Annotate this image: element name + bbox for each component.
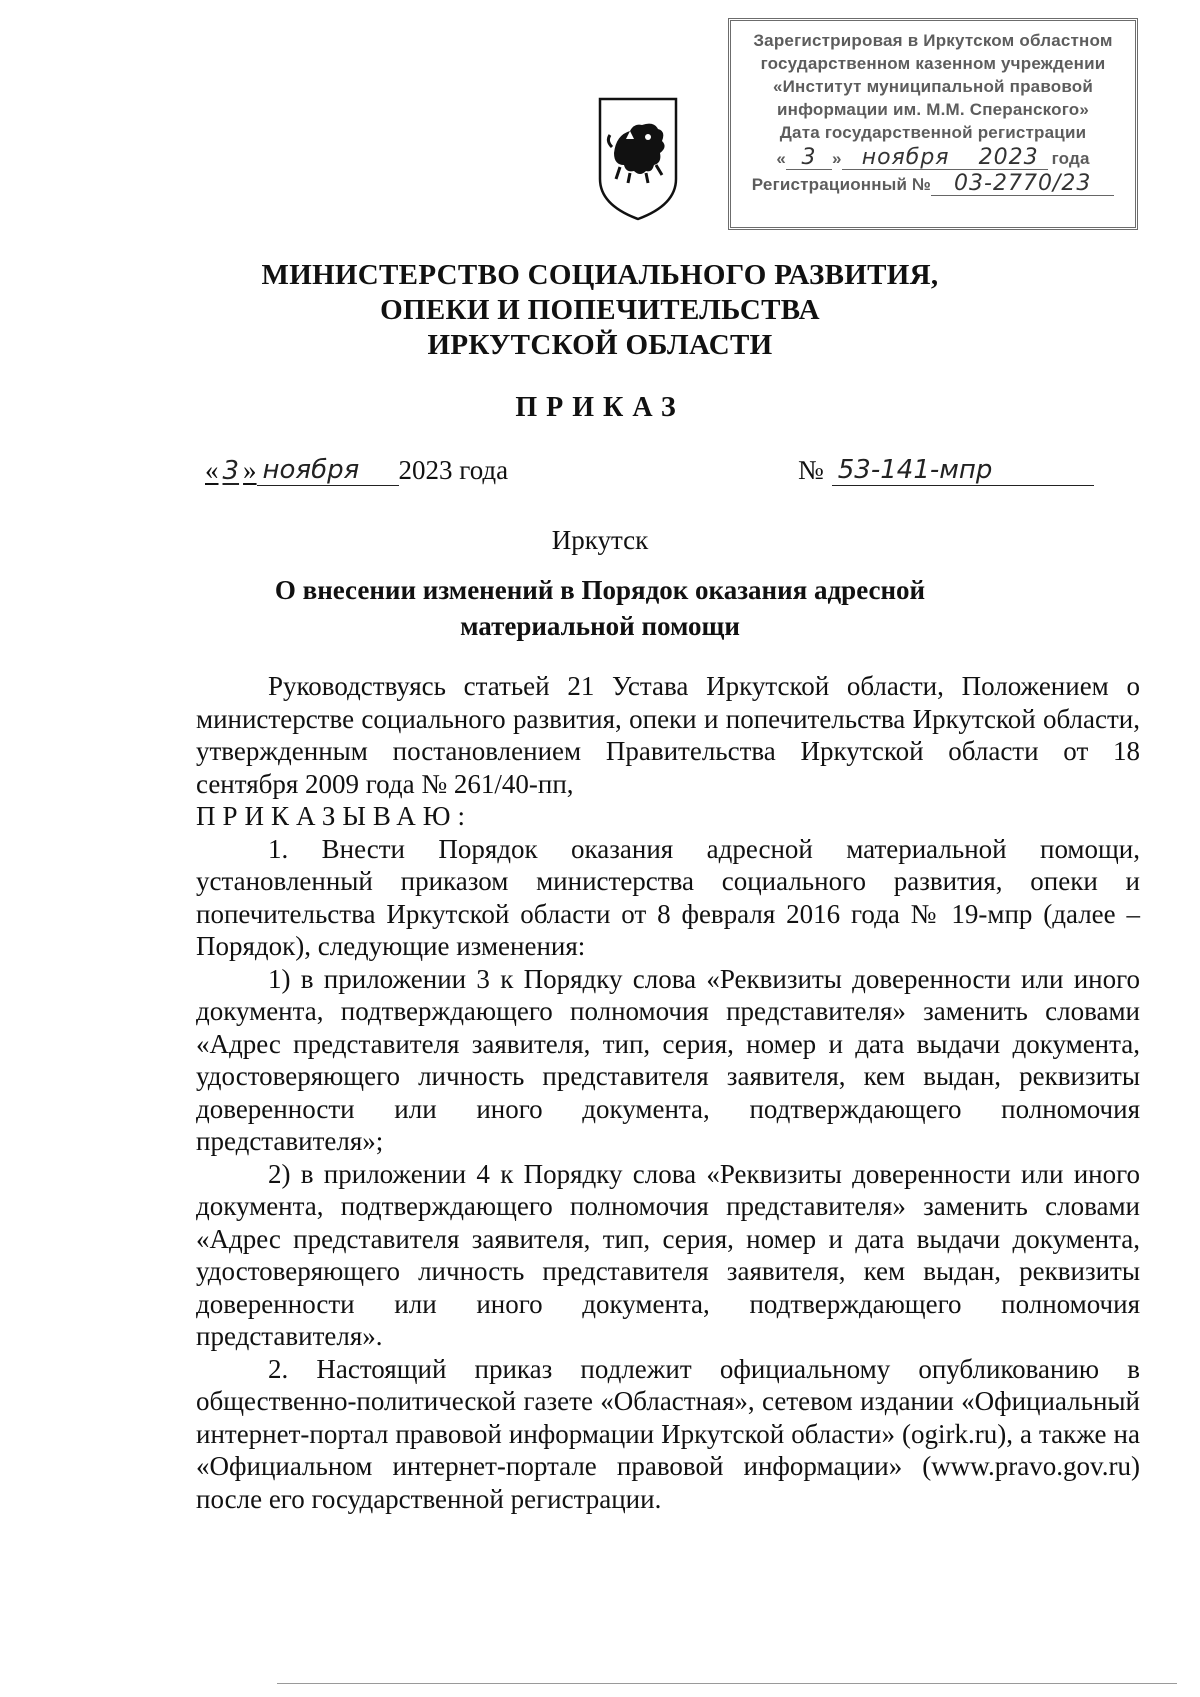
order-number (798, 455, 1094, 486)
stamp-reg-number: 03-2770/23 (931, 172, 1114, 196)
irkutsk-coat-of-arms-icon (596, 95, 680, 223)
stamp-line: информации им. М.М. Сперанского» (776, 100, 1090, 119)
stamp-reg-label: Регистрационный № (751, 175, 932, 194)
item-1-paragraph: 1. Внести Порядок оказания адресной материальной помощи, установленный приказом министерства социального развития, опеки и попечительства Иркутской области от 8 февраля 2016 года № 19-мпр (далее – Порядок), следующие изменения: (196, 833, 1140, 961)
stamp-registration-date (743, 146, 1123, 170)
order-subject (0, 572, 1200, 644)
item-2-paragraph: 2. Настоящий приказ подлежит официальному опубликованию в общественно-политической газете «Областная», сетевом издании «Официальный интернет-портал правовой информации Иркутской области» (ogirk.ru), а также на «Официальном интернет-портале правовой информации» (www.pravo.gov.ru) после его государственной регистрации. (196, 1353, 1140, 1514)
stamp-line: государственном казенном учреждении (760, 54, 1106, 73)
subject-line: материальной помощи (460, 611, 740, 641)
stamp-line: Дата государственной регистрации (779, 123, 1087, 142)
ministry-line: ИРКУТСКОЙ ОБЛАСТИ (427, 329, 773, 361)
city: Иркутск (551, 525, 649, 555)
stamp-date-day: 3 (786, 146, 832, 170)
order-date-open-quote: « (205, 455, 219, 485)
stamp-line: «Институт муниципальной правовой (772, 77, 1094, 96)
order-date-day: 3 (222, 456, 240, 486)
stamp-line: Зарегистрировая в Иркутском областном (753, 31, 1113, 50)
stamp-registration-number (743, 172, 1123, 196)
ministry-line: ОПЕКИ И ПОПЕЧИТЕЛЬСТВА (380, 294, 820, 326)
ministry-line: МИНИСТЕРСТВО СОЦИАЛЬНОГО РАЗВИТИЯ, (261, 259, 939, 291)
order-date-close-quote: » (243, 455, 257, 485)
order-title: ПРИКАЗ (515, 392, 685, 423)
order-date-month: ноября (257, 455, 399, 486)
item-1-1-paragraph: 1) в приложении 3 к Порядку слова «Реквизиты доверенности или иного документа, подтверждающего полномочия представителя» заменить словами «Адрес представителя заявителя, тип, серия, номер и дата выдачи документа, удостоверяющего личность представителя заявителя, кем выдан, реквизиты доверенности или иного документа, подтверждающего полномочия представителя»; (196, 963, 1140, 1156)
order-date (205, 455, 508, 486)
stamp-date-open-quote: « (776, 149, 786, 168)
item-1-2-paragraph: 2) в приложении 4 к Порядку слова «Реквизиты доверенности или иного документа, подтверждающего полномочия представителя» заменить словами «Адрес представителя заявителя, тип, серия, номер и дата выдачи документа, удостоверяющего личность представителя заявителя, кем выдан, реквизиты доверенности или иного документа, подтверждающего полномочия представителя». (196, 1158, 1140, 1351)
registration-stamp (728, 18, 1138, 230)
preamble-paragraph: Руководствуясь статьей 21 Устава Иркутской области, Положением о министерстве социального развития, опеки и попечительства Иркутской области, утвержденным постановлением Правительства Иркутской области от 18 сентября 2009 года № 261/40-пп, (196, 671, 1140, 799)
stamp-date-suffix: года (1051, 149, 1090, 168)
stamp-date-close-quote: » (831, 149, 842, 168)
order-body (196, 670, 1140, 1515)
ministry-name (0, 258, 1200, 363)
order-date-year: 2023 года (398, 455, 509, 485)
stamp-date-year: 2023 (970, 146, 1048, 170)
stamp-date-month: ноября (842, 146, 970, 170)
page-bottom-divider (277, 1683, 1177, 1684)
subject-line: О внесении изменений в Порядок оказания адресной (274, 575, 926, 605)
order-directive-word: ПРИКАЗЫВАЮ: (196, 801, 472, 831)
order-number-value: 53-141-мпр (832, 455, 1094, 486)
order-number-label: № (798, 455, 824, 485)
